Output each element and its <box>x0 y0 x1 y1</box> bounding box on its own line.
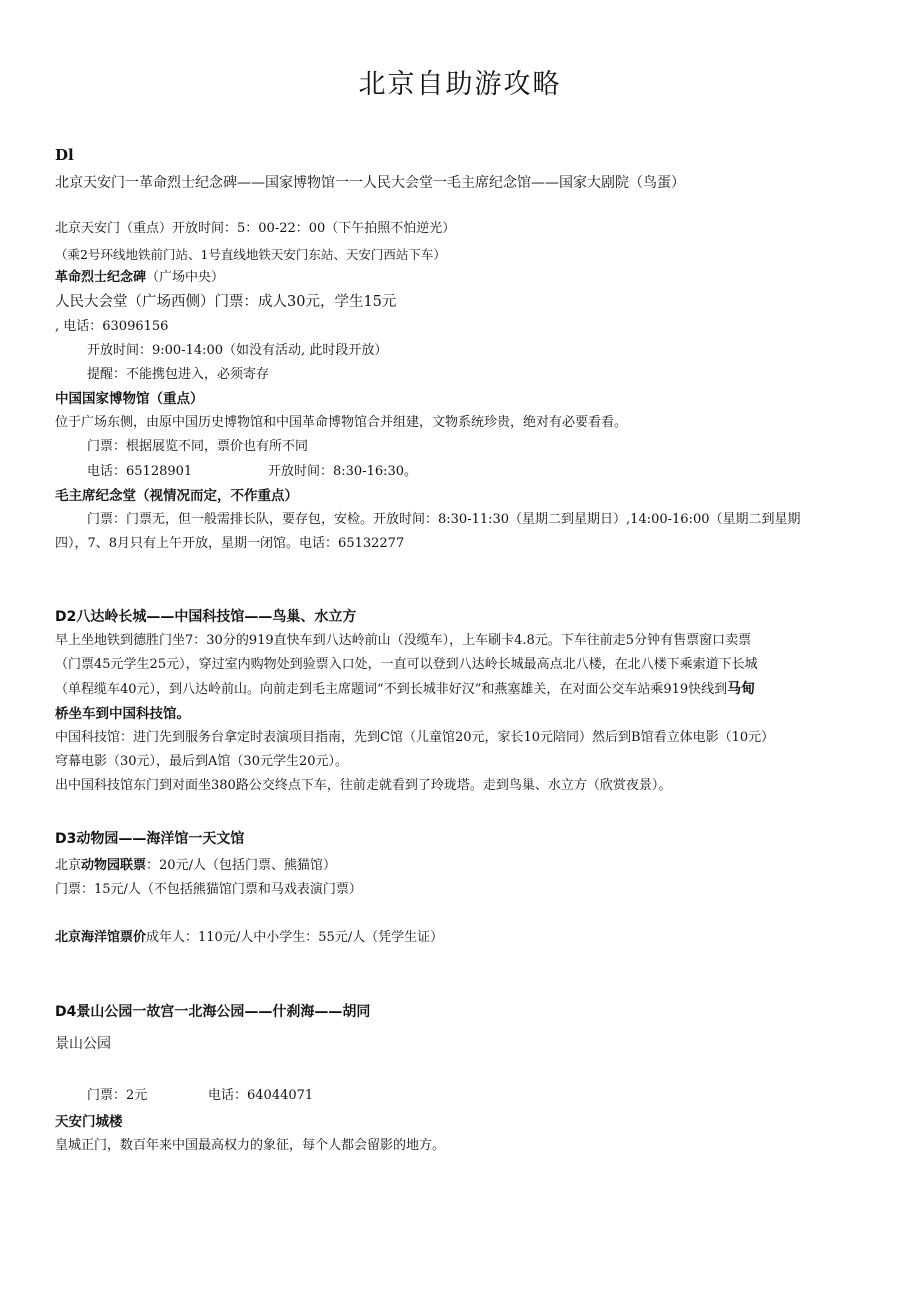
zoo-line <box>55 857 336 875</box>
museum-phone: 电话：65128901 <box>87 464 193 479</box>
great-hall-hours: 开放时间：9:00-14:00（如没有活动, 此时段开放） <box>87 343 388 358</box>
museum-hours: 开放时间：8:30-16:30。 <box>268 464 418 479</box>
day2-line-3-text: （单程缆车40元），到八达岭前山。向前走到毛主席题词“不到长城非好汉”和燕塞雄关，在对面公交车站乘919快线到 <box>55 682 728 697</box>
day2-line-4: 桥坐车到中国科技馆。 <box>55 706 190 722</box>
great-hall-tip: 提醒：不能携包进入，必须寄存 <box>87 367 270 382</box>
museum-heading: 中国国家博物馆（重点） <box>55 391 204 407</box>
tiananmen-transit: （乘2号环线地铁前门站、1号直线地铁天安门东站、天安门西站下车） <box>55 247 446 262</box>
day2-line-3 <box>55 680 755 699</box>
great-hall-line: 人民大会堂（广场西侧）门票：成人30元，学生15元 <box>55 294 397 310</box>
jingshan-ticket: 门票：2元 <box>87 1088 148 1103</box>
day2-line-3-bold: 马甸 <box>727 681 756 697</box>
monument-name: 革命烈士纪念碑 <box>55 270 147 285</box>
mausoleum-heading: 毛主席纪念堂（视情况而定，不作重点） <box>55 488 298 504</box>
day2-line-7: 出中国科技馆东门到对面坐380路公交终点下车，往前走就看到了玲珑塔。走到鸟巢、水立方（欣赏夜景）。 <box>55 778 672 793</box>
day2-line-2: （门票45元学生25元），穿过室内购物处到验票入口处，一直可以登到八达岭长城最高点北八楼，在北八楼下乘索道下长城 <box>55 657 758 672</box>
day2-line-5: 中国科技馆：进门先到服务台拿定时表演项目指南，先到C馆（儿童馆20元，家长10元陪同）然后到B馆看立体电影（10元） <box>55 730 775 745</box>
day2-line-1: 早上坐地铁到德胜门坐7：30分的919直快车到八达岭前山（没缆车），上车刷卡4.8元。下车往前走5分钟有售票窗口卖票 <box>55 633 752 648</box>
zoo-ticket: 门票：15元/人（不包括熊猫馆门票和马戏表演门票） <box>55 882 362 897</box>
jingshan-phone: 电话：64044071 <box>208 1088 314 1103</box>
page-title: 北京自助游攻略 <box>358 69 562 100</box>
monument-note: （广场中央） <box>146 270 225 285</box>
day3-heading: D3动物园——海洋馆一天文馆 <box>55 831 245 847</box>
tiananmen-hours: 北京天安门（重点）开放时间：5：00-22：00（下午拍照不怕逆光） <box>55 221 456 236</box>
aquarium-price: 成年人：110元/人中小学生：55元/人（凭学生证） <box>146 930 444 945</box>
day4-heading: D4景山公园一故宫一北海公园——什刹海——胡同 <box>55 1004 371 1020</box>
gate-tower-description: 皇城正门，数百年来中国最高权力的象征，每个人都会留影的地方。 <box>55 1138 446 1153</box>
day2-heading: D2八达岭长城——中国科技馆——鸟巢、水立方 <box>55 609 357 625</box>
monument-line <box>55 269 224 287</box>
great-hall-phone: , 电话：63096156 <box>55 319 169 334</box>
day2-line-6: 穹幕电影（30元），最后到A馆（30元学生20元）。 <box>55 754 349 769</box>
zoo-prefix: 北京 <box>55 858 82 873</box>
mausoleum-line-1: 门票：门票无，但一般需排长队，要存包，安检。开放时间：8:30-11:30（星期二到星期日）,14:00-16:00（星期二到星期 <box>87 512 801 527</box>
zoo-combo-price: ：20元/人（包括门票、熊猫馆） <box>146 858 336 873</box>
jingshan-heading: 景山公园 <box>55 1036 111 1052</box>
museum-ticket: 门票：根据展览不同，票价也有所不同 <box>87 439 309 454</box>
aquarium-label: 北京海洋馆票价 <box>55 930 147 945</box>
day1-route: 北京天安门一革命烈士纪念碑——国家博物馆一一人民大会堂一毛主席纪念馆——国家大剧院（鸟蛋） <box>55 175 685 191</box>
zoo-combo-ticket: 动物园联票 <box>81 858 147 873</box>
day1-heading: Dl <box>55 146 74 164</box>
aquarium-line <box>55 929 443 947</box>
gate-tower-heading: 天安门城楼 <box>55 1114 123 1130</box>
mausoleum-line-2: 四），7、8月只有上午开放，星期一闭馆。电话：65132277 <box>55 536 405 551</box>
museum-description: 位于广场东侧，由原中国历史博物馆和中国革命博物馆合并组建，文物系统珍贵，绝对有必要看看。 <box>55 415 628 430</box>
